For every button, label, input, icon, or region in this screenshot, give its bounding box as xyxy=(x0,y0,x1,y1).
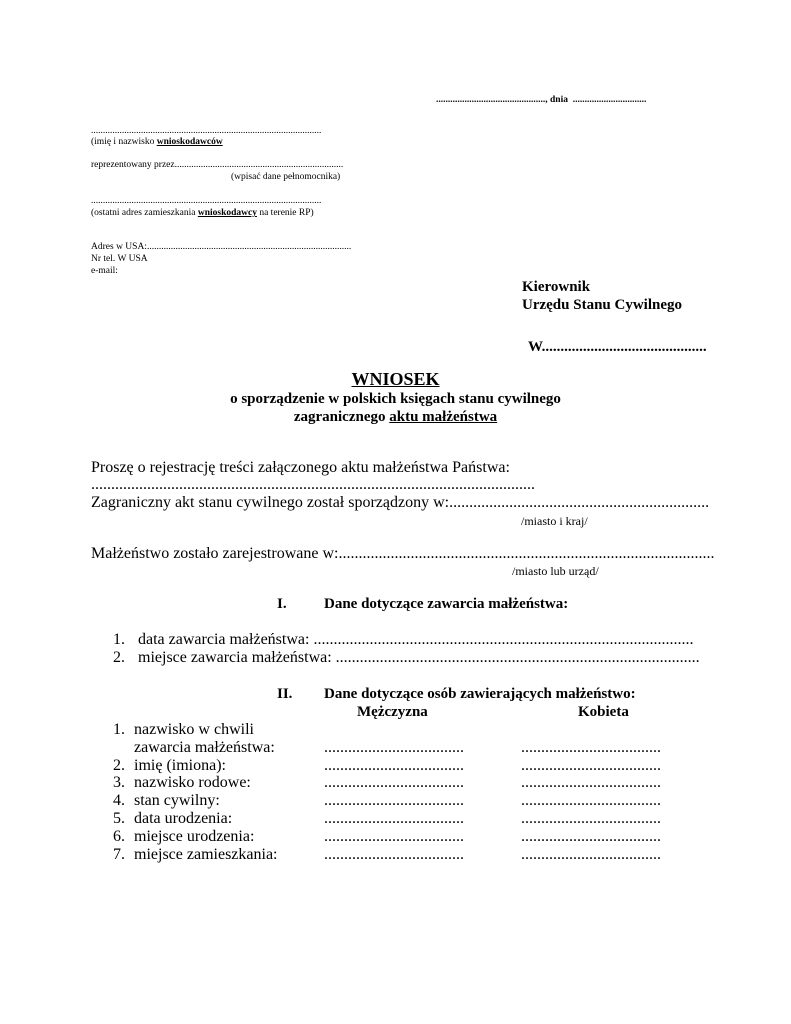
request-line-1: Proszę o rejestrację treści załączonego aktu małżeństwa Państwa: xyxy=(91,459,510,476)
row-6-num: 6. xyxy=(113,828,125,845)
request-line-3: Zagraniczny akt stanu cywilnego został sporządzony w:................................................................. xyxy=(91,494,710,511)
section1-item-2: miejsce zawarcia małżeństwa: ........................................................................................... xyxy=(138,649,700,666)
row-7-label: miejsce zamieszkania: xyxy=(134,846,278,863)
row-5-num: 5. xyxy=(113,810,125,827)
caption-city-country: /miasto i kraj/ xyxy=(521,514,588,528)
row-4-woman-dots: ................................... xyxy=(521,792,661,809)
subtitle-prefix: zagranicznego xyxy=(293,409,390,425)
address-dots: ................................................................................................. xyxy=(91,196,322,206)
row-1-label-2: zawarcia małżeństwa: xyxy=(134,739,275,756)
section1-num: I. xyxy=(277,596,287,612)
addr-caption-suffix: na terenie RP) xyxy=(256,208,314,218)
email-label: e-mail: xyxy=(91,266,118,276)
row-4-num: 4. xyxy=(113,792,125,809)
rep-dots: ....................................................................... xyxy=(174,160,344,170)
row-1-label: nazwisko w chwili xyxy=(134,721,254,738)
section1-title: Dane dotyczące zawarcia małżeństwa: xyxy=(324,596,569,612)
row-2-label: imię (imiona): xyxy=(134,757,226,774)
name-caption-bold: wnioskodawców xyxy=(156,137,223,147)
row-3-num: 3. xyxy=(113,774,125,791)
dnia-label: , dnia xyxy=(545,95,568,105)
document-title: WNIOSEK xyxy=(351,369,440,389)
row-7-man-dots: ................................... xyxy=(324,846,464,863)
applicant-name-dots: ................................................................................................. xyxy=(91,126,322,136)
document-subtitle-2 xyxy=(0,409,791,426)
row-1-man-dots: ................................... xyxy=(324,739,464,756)
section2-title: Dane dotyczące osób zawierających małżeństwo: xyxy=(324,686,636,702)
row-7-woman-dots: ................................... xyxy=(521,846,661,863)
recipient-line2: Urzędu Stanu Cywilnego xyxy=(522,297,683,313)
row-7-num: 7. xyxy=(113,846,125,863)
name-caption-prefix: (imię i nazwisko xyxy=(91,137,157,147)
row-6-woman-dots: ................................... xyxy=(521,828,661,845)
section2-num: II. xyxy=(277,686,293,702)
section1-item-2-num: 2. xyxy=(113,649,125,666)
document-subtitle-1: o sporządzenie w polskich księgach stanu cywilnego xyxy=(230,391,561,407)
address-caption xyxy=(91,207,314,219)
column-header-woman: Kobieta xyxy=(578,704,629,720)
recipient-line1: Kierownik xyxy=(522,279,591,295)
rep-caption: (wpisać dane pełnomocnika) xyxy=(231,172,341,182)
row-1-woman-dots: ................................... xyxy=(521,739,661,756)
applicant-name-caption xyxy=(91,136,223,148)
usa-phone: Nr tel. W USA xyxy=(91,254,148,264)
section1-item-1-num: 1. xyxy=(113,631,125,648)
row-4-man-dots: ................................... xyxy=(324,792,464,809)
row-6-label: miejsce urodzenia: xyxy=(134,828,255,845)
date-line xyxy=(436,94,646,106)
date-dots: ............................... xyxy=(572,95,647,105)
caption-city-office: /miasto lub urząd/ xyxy=(512,564,599,578)
request-line-4: Małżeństwo zostało zarejestrowane w:.............................................................................................. xyxy=(91,545,715,562)
rep-label: reprezentowany przez xyxy=(91,160,175,170)
row-2-man-dots: ................................... xyxy=(324,757,464,774)
row-1-num: 1. xyxy=(113,721,125,738)
row-5-label: data urodzenia: xyxy=(134,810,233,827)
row-4-label: stan cywilny: xyxy=(134,792,220,809)
subtitle-underlined: aktu małżeństwa xyxy=(389,409,498,425)
row-3-man-dots: ................................... xyxy=(324,774,464,791)
addr-caption-bold: wnioskodawcy xyxy=(197,208,257,218)
usa-address: Adres w USA:...................................................................................... xyxy=(91,242,352,252)
row-3-woman-dots: ................................... xyxy=(521,774,661,791)
recipient-line3: W............................................ xyxy=(528,339,707,355)
row-6-man-dots: ................................... xyxy=(324,828,464,845)
place-dots: .............................................. xyxy=(436,95,546,105)
column-header-man: Mężczyzna xyxy=(357,704,428,720)
row-3-label: nazwisko rodowe: xyxy=(134,774,251,791)
row-2-num: 2. xyxy=(113,757,125,774)
row-5-man-dots: ................................... xyxy=(324,810,464,827)
section1-item-1: data zawarcia małżeństwa: ............................................................................................... xyxy=(138,631,694,648)
representative-line xyxy=(91,159,343,171)
addr-caption-prefix: (ostatni adres zamieszkania xyxy=(91,208,198,218)
row-2-woman-dots: ................................... xyxy=(521,757,661,774)
row-5-woman-dots: ................................... xyxy=(521,810,661,827)
request-line-2: ............................................................................................................... xyxy=(91,476,535,493)
